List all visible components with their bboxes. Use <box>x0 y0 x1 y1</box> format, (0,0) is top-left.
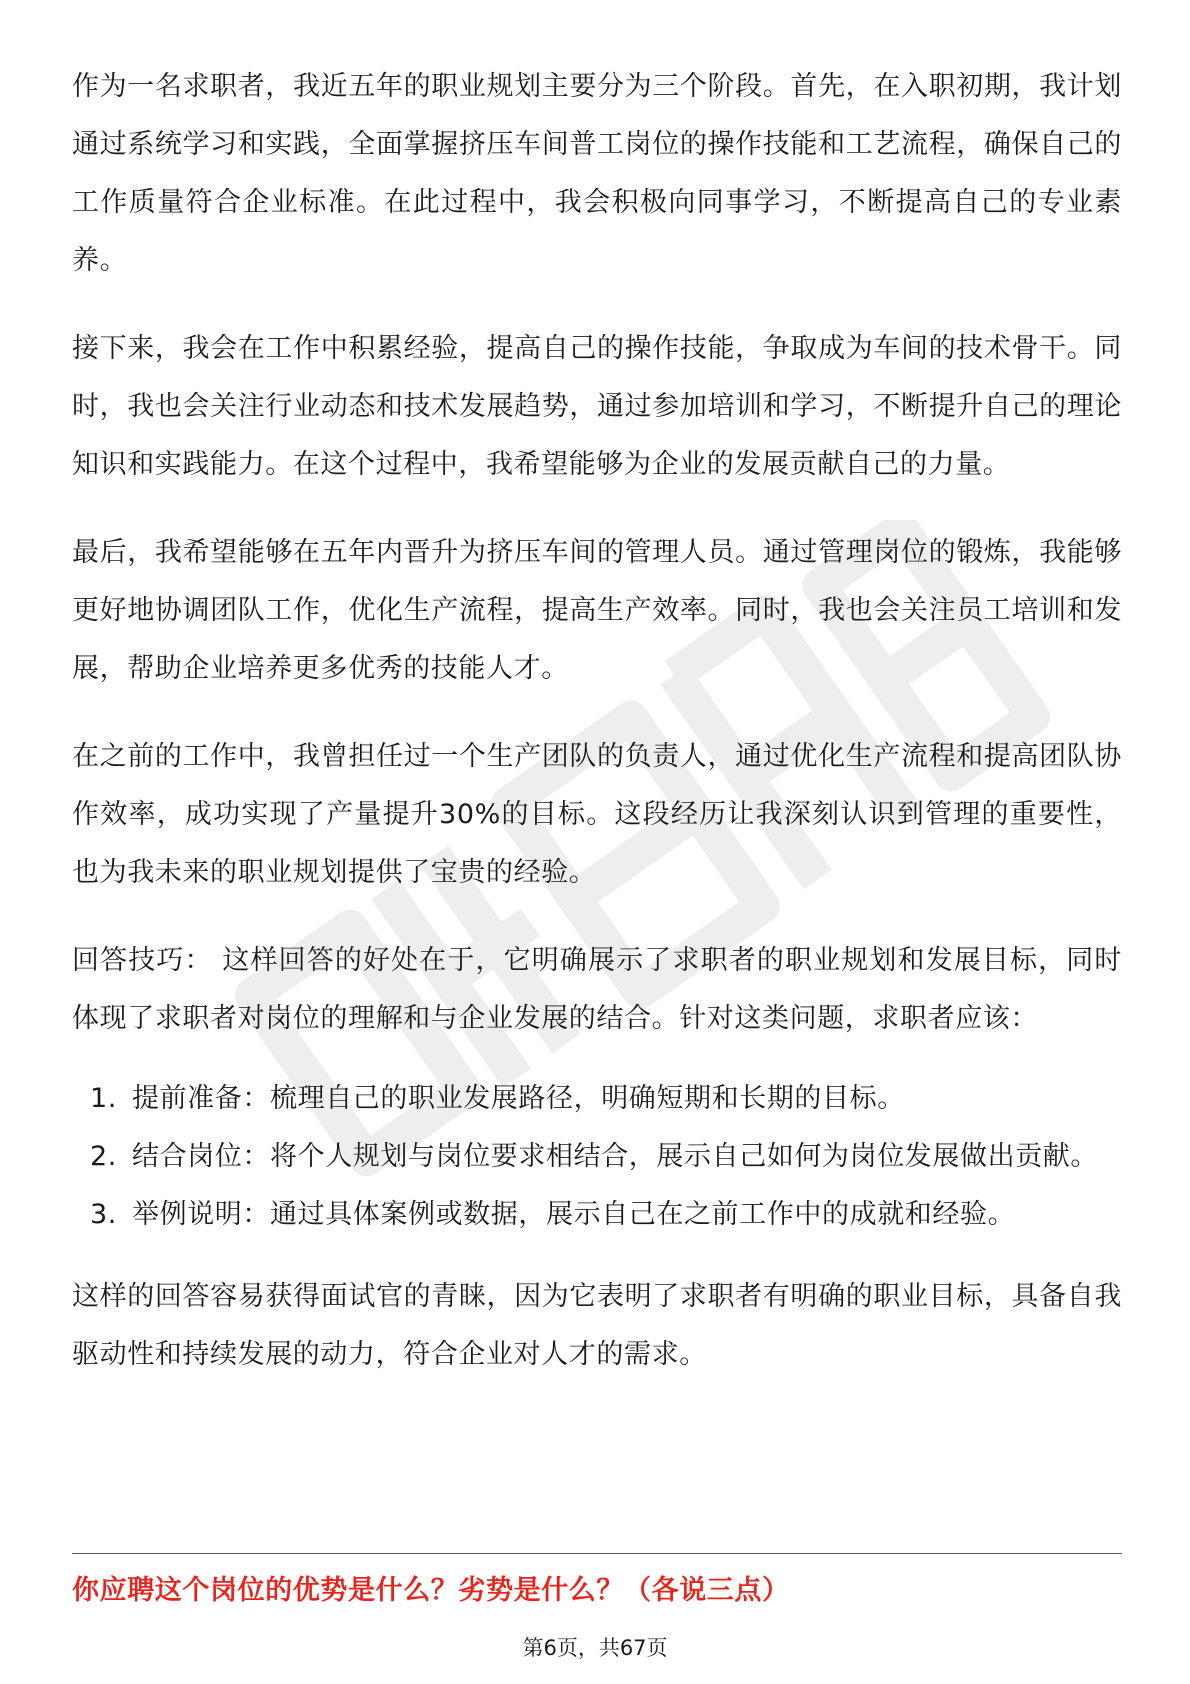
paragraph-experience: 在之前的工作中，我曾担任过一个生产团队的负责人，通过优化生产流程和提高团队协作效率，成功实现了产量提升30%的目标。这段经历让我深刻认识到管理的重要性，也为我未来的职业规划提供了宝贵的经验。 <box>72 741 1122 888</box>
paragraph-career-plan-intro: 作为一名求职者，我近五年的职业规划主要分为三个阶段。首先，在入职初期，我计划通过系统学习和实践，全面掌握挤压车间普工岗位的操作技能和工艺流程，确保自己的工作质量符合企业标准。在此过程中，我会积极向同事学习，不断提高自己的专业素养。 <box>72 71 1122 276</box>
tips-list <box>72 1070 1122 1244</box>
list-number: 3. <box>90 1199 117 1230</box>
page-number: 第6页，共67页 <box>522 1636 668 1660</box>
paragraph-career-plan-final: 最后，我希望能够在五年内晋升为挤压车间的管理人员。通过管理岗位的锻炼，我能够更好地协调团队工作，优化生产流程，提高生产效率。同时，我也会关注员工培训和发展，帮助企业培养更多优秀的技能人才。 <box>72 537 1122 684</box>
list-item <box>90 1070 1122 1128</box>
document-body <box>72 58 1122 1384</box>
paragraph-answer-tips: 回答技巧： 这样回答的好处在于，它明确展示了求职者的职业规划和发展目标，同时体现了求职者对岗位的理解和与企业发展的结合。针对这类问题，求职者应该： <box>72 945 1122 1034</box>
list-item-text: 提前准备：梳理自己的职业发展路径，明确短期和长期的目标。 <box>132 1083 905 1114</box>
list-item <box>90 1128 1122 1186</box>
section-divider <box>72 1553 1122 1554</box>
next-question-heading: 你应聘这个岗位的优势是什么？劣势是什么？（各说三点） <box>72 1575 790 1606</box>
list-item-text: 结合岗位：将个人规划与岗位要求相结合，展示自己如何为岗位发展做出贡献。 <box>132 1141 1098 1172</box>
list-number: 1. <box>90 1083 117 1114</box>
paragraph-career-plan-middle: 接下来，我会在工作中积累经验，提高自己的操作技能，争取成为车间的技术骨干。同时，我也会关注行业动态和技术发展趋势，通过参加培训和学习，不断提升自己的理论知识和实践能力。在这个过程中，我希望能够为企业的发展贡献自己的力量。 <box>72 333 1122 480</box>
paragraph-conclusion: 这样的回答容易获得面试官的青睐，因为它表明了求职者有明确的职业目标，具备自我驱动性和持续发展的动力，符合企业对人才的需求。 <box>72 1281 1122 1370</box>
list-item <box>90 1186 1122 1244</box>
list-number: 2. <box>90 1141 117 1172</box>
list-item-text: 举例说明：通过具体案例或数据，展示自己在之前工作中的成就和经验。 <box>132 1199 1016 1230</box>
